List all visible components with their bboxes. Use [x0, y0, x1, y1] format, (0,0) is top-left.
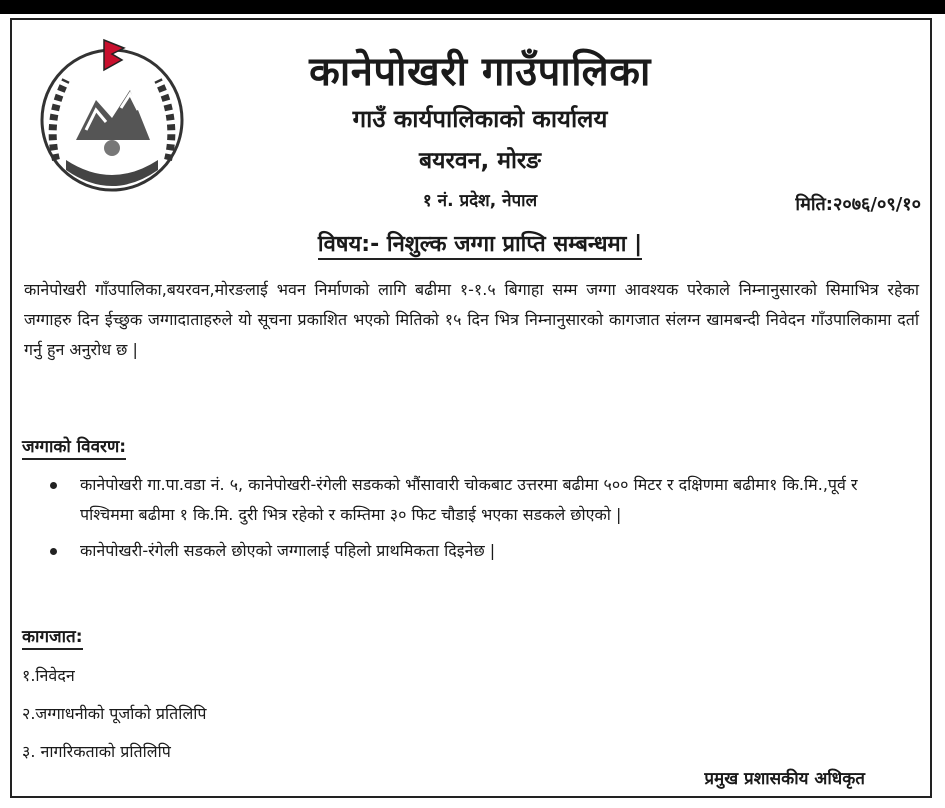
notice-body: कानेपोखरी गाँउपालिका,बयरवन,मोरङलाई भवन निर्माणको लागि बढीमा १-१.५ बिगाहा सम्म जग्गा आवश्यक परेकाले निम्नानुसारको सिमाभित्र रहेका जग्गाहरु दिन ईच्छुक जग्गादाताहरुले यो सूचना प्रकाशित भएको मितिको १५ दिन भित्र निम्नानुसारको कागजात संलग्न खामबन्दी निवेदन गाँउपालिकामा दर्ता गर्नु हुन अनुरोध छ |	[24, 280, 919, 359]
document-item: ३. नागरिकताको प्रतिलिपि	[22, 742, 171, 761]
top-black-bar	[0, 0, 945, 14]
office-name: गाउँ कार्यपालिकाको कार्यालय	[352, 105, 608, 133]
notice-date: मिति:२०७६/०९/१०	[795, 194, 921, 215]
province-line: १ नं. प्रदेश, नेपाल	[422, 191, 538, 211]
office-location: बयरवन, मोरङ	[419, 148, 541, 174]
municipality-title: कानेपोखरी गाउँपालिका	[309, 49, 651, 95]
subject-text: विषय:- निशुल्क जग्गा प्राप्ति सम्बन्धमा |	[318, 232, 642, 260]
list-item: कानेपोखरी-रंगेली सडकले छोएको जग्गालाई पहिलो प्राथमिकता दिइनेछ |	[40, 536, 900, 566]
document-item: २.जग्गाधनीको पूर्जाको प्रतिलिपि	[22, 704, 207, 723]
list-item: कानेपोखरी गा.पा.वडा नं. ५, कानेपोखरी-रंगेली सडकको भौंसावारी चोकबाट उत्तरमा बढीमा ५०० मिटर र दक्षिणमा बढीमा१ कि.मि.,पूर्व र पश्चिममा बढीमा १ कि.मि. दुरी भित्र रहेको र कम्तिमा ३० फिट चौडाई भएका सडकले छोएको |	[40, 470, 900, 530]
subject-line	[240, 228, 720, 258]
signature-title: प्रमुख प्रशासकीय अधिकृत	[704, 769, 865, 789]
land-details-list	[40, 470, 900, 572]
nepal-emblem-icon	[26, 30, 198, 202]
land-details-heading: जग्गाको विवरण:	[22, 436, 126, 460]
document-item: १.निवेदन	[22, 666, 75, 685]
documents-heading: कागजात:	[22, 626, 83, 650]
